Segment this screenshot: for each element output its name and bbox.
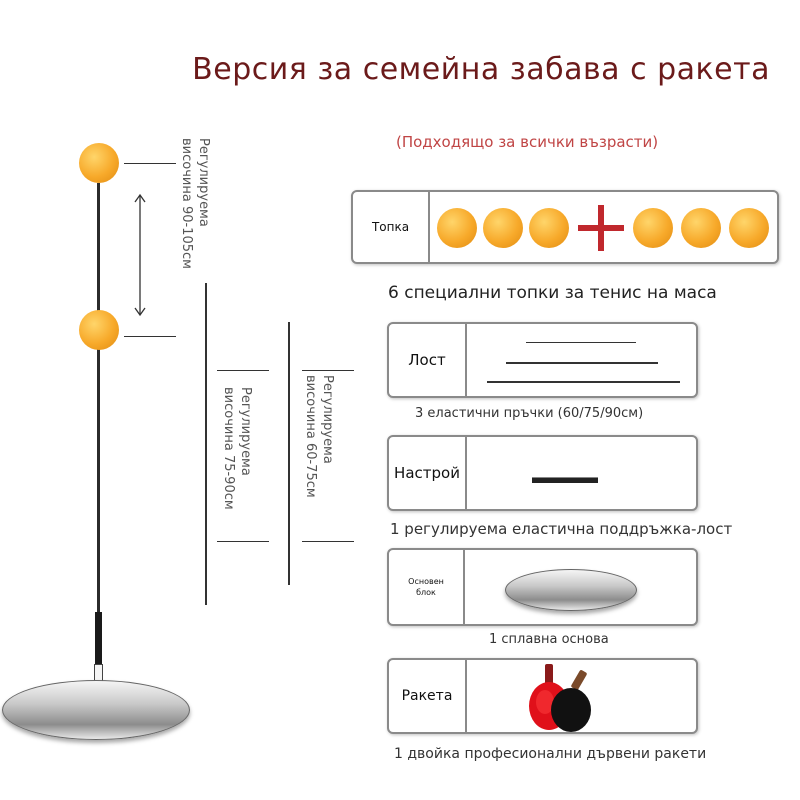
height-label-60-75: Регулируема височина 60-75см: [303, 375, 335, 498]
item-caption: 1 регулируема еластична поддръжка-лост: [390, 520, 733, 538]
marker-line: [217, 370, 269, 371]
marker-line: [302, 370, 354, 371]
item-box-rods: [387, 322, 698, 398]
double-arrow-icon: [132, 192, 148, 318]
marker-line: [124, 163, 176, 164]
alloy-base-icon: [505, 569, 637, 611]
item-label: Лост: [389, 324, 467, 396]
item-label: Настрой: [389, 437, 467, 509]
stand-illustration: [0, 130, 380, 750]
height-label-75-90: Регулируема височина 75-90см: [221, 387, 253, 510]
support-rod-icon: [532, 477, 598, 483]
elastic-rod-icon: [506, 362, 658, 364]
item-box-base: [387, 548, 698, 626]
elastic-rod-icon: [487, 381, 680, 383]
paddles-icon: [515, 662, 605, 734]
item-caption: 1 двойка професионални дървени ракети: [394, 746, 707, 762]
ping-pong-balls-icon: [437, 207, 777, 249]
ball-icon: [729, 208, 769, 248]
marker-line: [217, 541, 269, 542]
bracket-line: [205, 283, 207, 605]
item-caption: 1 сплавна основа: [489, 632, 609, 647]
item-box-support: [387, 435, 698, 511]
bracket-line: [288, 322, 290, 585]
marker-line: [302, 541, 354, 542]
top-ball-icon: [79, 143, 119, 183]
plus-icon: [598, 205, 604, 251]
stand-pole: [97, 183, 100, 613]
item-label: Основен блок: [389, 550, 465, 624]
item-box-balls: [351, 190, 779, 264]
ball-icon: [529, 208, 569, 248]
stand-base-icon: [2, 680, 190, 740]
item-label: Ракета: [389, 660, 467, 732]
pole-lower-segment: [95, 612, 102, 667]
middle-ball-icon: [79, 310, 119, 350]
item-label: Топка: [353, 192, 430, 262]
ball-icon: [437, 208, 477, 248]
item-box-paddles: [387, 658, 698, 734]
elastic-rod-icon: [526, 342, 636, 343]
ball-icon: [681, 208, 721, 248]
item-caption: 6 специални топки за тенис на маса: [388, 283, 717, 303]
item-caption: 3 еластични пръчки (60/75/90см): [415, 406, 644, 421]
height-label-90-105: Регулируема височина 90-105см: [179, 138, 211, 269]
marker-line: [124, 336, 176, 337]
ball-icon: [483, 208, 523, 248]
page-subtitle: (Подходящо за всички възрасти): [396, 133, 659, 151]
ball-icon: [633, 208, 673, 248]
page-title: Версия за семейна забава с ракета: [192, 52, 770, 87]
